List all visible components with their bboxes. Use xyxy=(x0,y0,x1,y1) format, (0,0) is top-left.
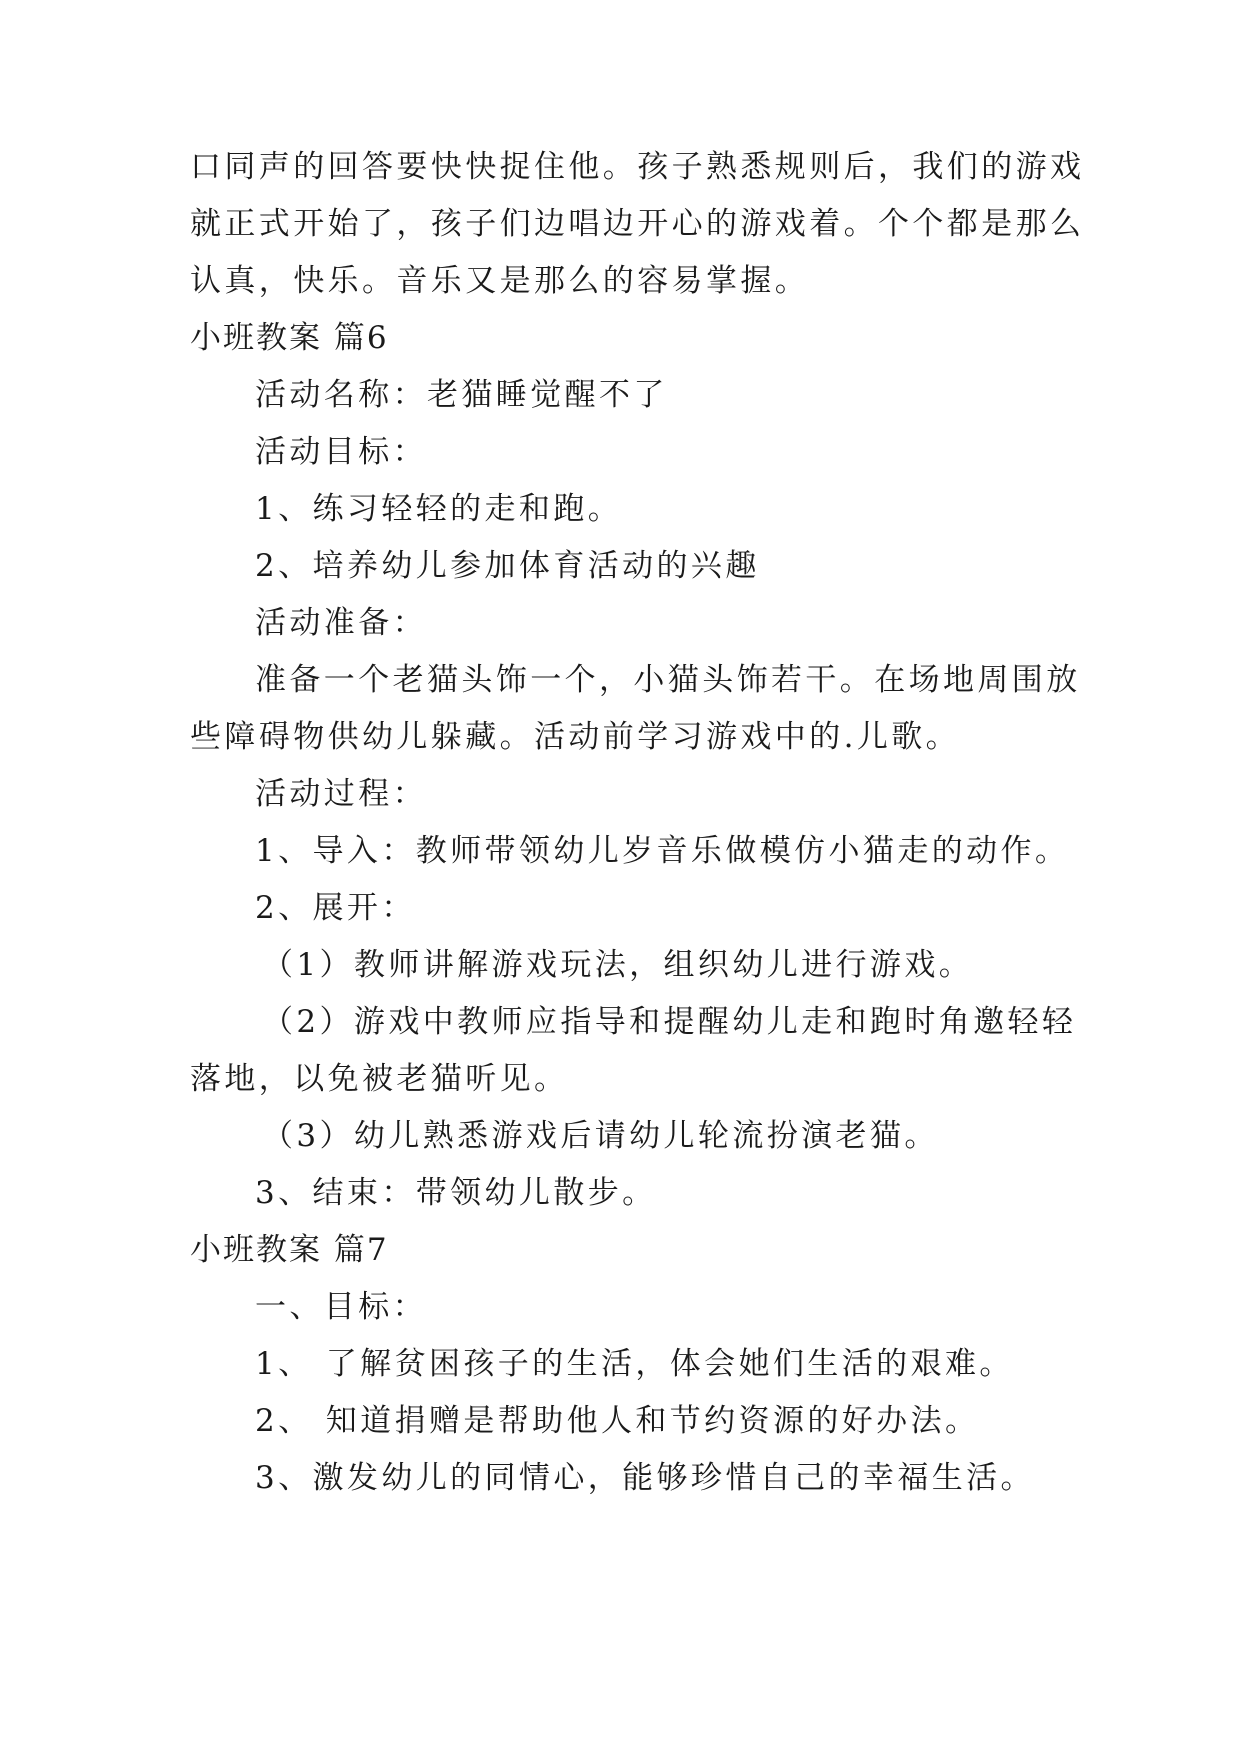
paragraph-line: 准备一个老猫头饰一个，小猫头饰若干。在场地周围放 xyxy=(255,662,1081,698)
paragraph-line: 一、目标： xyxy=(255,1289,427,1325)
list-item: 3、激发幼儿的同情心，能够珍惜自己的幸福生活。 xyxy=(255,1460,1035,1496)
list-item: 2、 知道捐赠是帮助他人和节约资源的好办法。 xyxy=(255,1403,980,1439)
paragraph-line: 落地，以免被老猫听见。 xyxy=(190,1061,569,1097)
section-heading: 小班教案 篇7 xyxy=(190,1232,389,1268)
list-item: 1、练习轻轻的走和跑。 xyxy=(255,491,623,527)
list-item: （1）教师讲解游戏玩法，组织幼儿进行游戏。 xyxy=(262,947,974,983)
list-item: （2）游戏中教师应指导和提醒幼儿走和跑时角邀轻轻 xyxy=(262,1004,1077,1040)
list-item: 1、导入：教师带领幼儿岁音乐做模仿小猫走的动作。 xyxy=(255,833,1070,869)
list-item: 1、 了解贫困孩子的生活，体会她们生活的艰难。 xyxy=(255,1346,1014,1382)
paragraph-line: 些障碍物供幼儿躲藏。活动前学习游戏中的.儿歌。 xyxy=(190,719,961,755)
list-item: 3、结束：带领幼儿散步。 xyxy=(255,1175,657,1211)
paragraph-line: 就正式开始了，孩子们边唱边开心的游戏着。个个都是那么 xyxy=(190,206,1085,242)
section-heading: 小班教案 篇6 xyxy=(190,320,389,356)
paragraph-line: 活动准备： xyxy=(255,605,427,641)
paragraph-line: 认真，快乐。音乐又是那么的容易掌握。 xyxy=(190,263,810,299)
list-item: （3）幼儿熟悉游戏后请幼儿轮流扮演老猫。 xyxy=(262,1118,939,1154)
paragraph-line: 口同声的回答要快快捉住他。孩子熟悉规则后，我们的游戏 xyxy=(190,149,1085,185)
paragraph-line: 活动目标： xyxy=(255,434,427,470)
paragraph-line: 活动过程： xyxy=(255,776,427,812)
list-item: 2、培养幼儿参加体育活动的兴趣 xyxy=(255,548,760,584)
paragraph-line: 活动名称：老猫睡觉醒不了 xyxy=(255,377,668,413)
list-item: 2、展开： xyxy=(255,890,416,926)
